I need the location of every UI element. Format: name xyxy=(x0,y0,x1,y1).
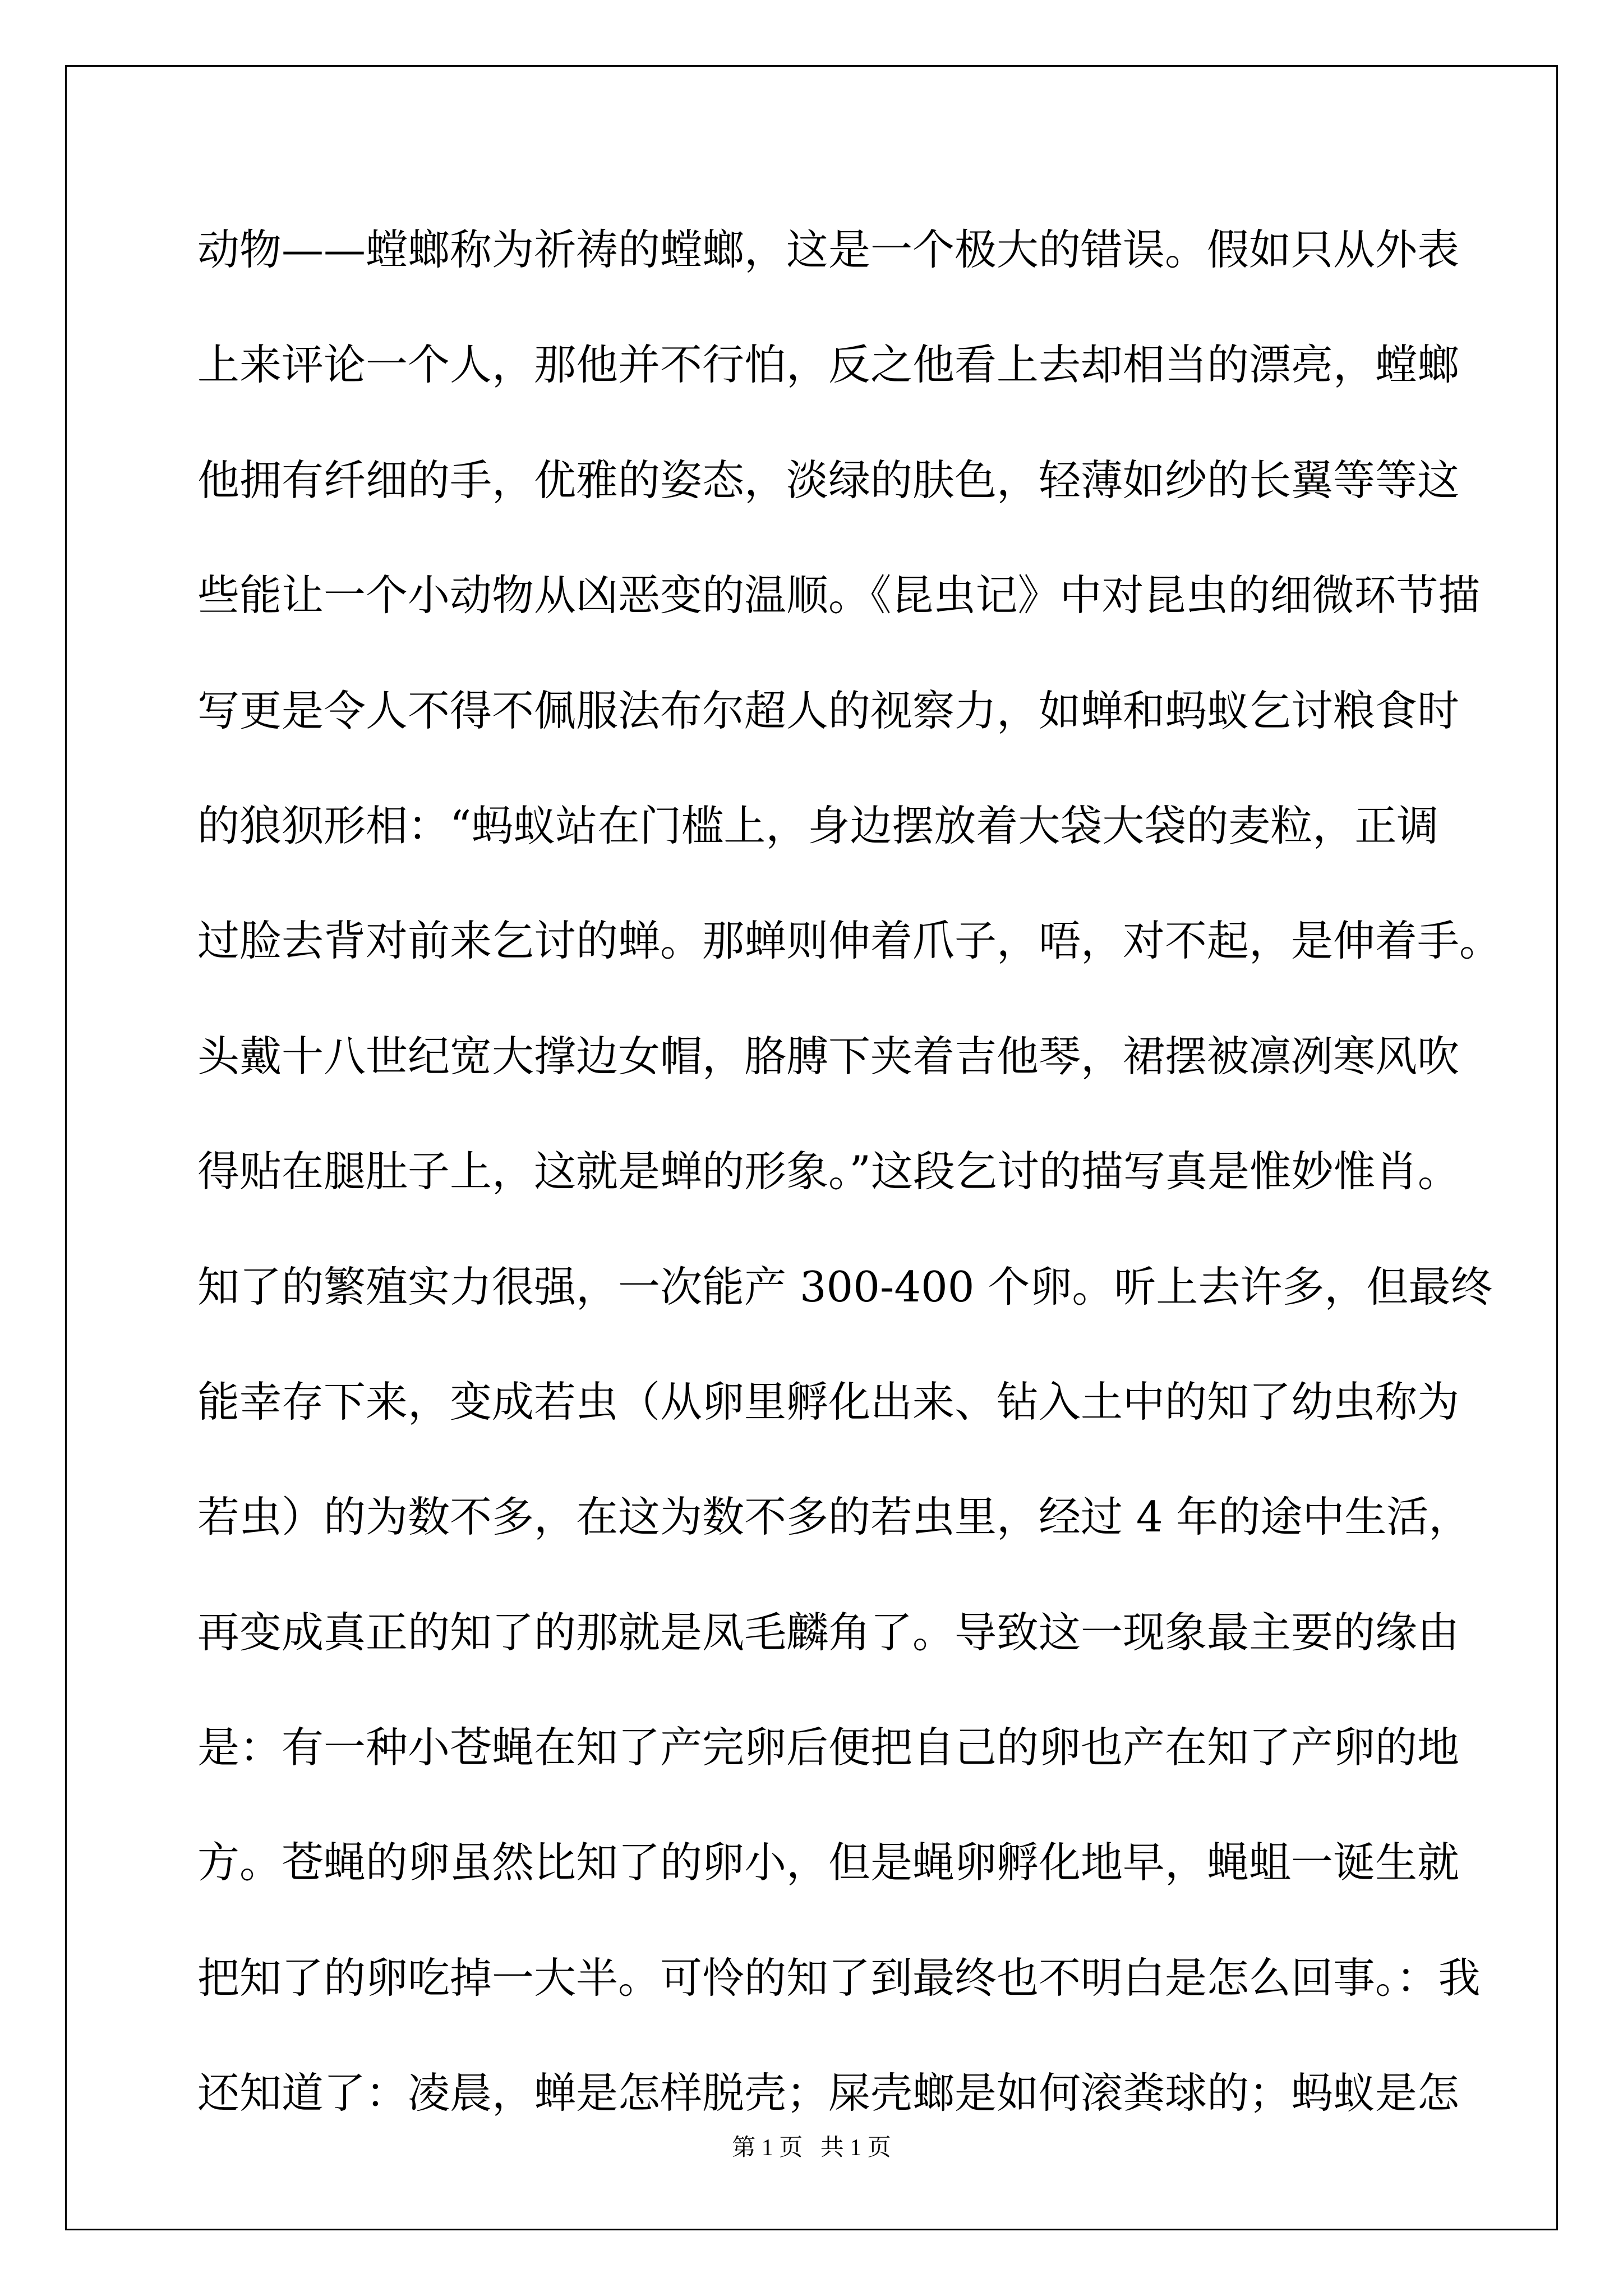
text-line: 是：有一种小苍蝇在知了产完卵后便把自己的卵也产在知了产卵的地 xyxy=(197,1723,1460,1773)
text-line: 得贴在腿肚子上，这就是蝉的形象。”这段乞讨的描写真是惟妙惟肖。 xyxy=(197,1147,1460,1197)
text-line: 把知了的卵吃掉一大半。可怜的知了到最终也不明白是怎么回事。：我 xyxy=(197,1953,1481,2003)
text-line: 能幸存下来，变成若虫（从卵里孵化出来、钻入土中的知了幼虫称为 xyxy=(197,1377,1460,1427)
text-line: 若虫）的为数不多，在这为数不多的若虫里，经过 4 年的途中生活， xyxy=(197,1492,1471,1542)
page-number-footer: 第 1 页 共 1 页 xyxy=(732,2135,891,2161)
text-line: 头戴十八世纪宽大撑边女帽，胳膊下夹着吉他琴，裙摆被凛冽寒风吹 xyxy=(197,1031,1460,1081)
text-line: 动物——螳螂称为祈祷的螳螂，这是一个极大的错误。假如只从外表 xyxy=(197,225,1460,274)
text-line: 的狼狈形相：“蚂蚁站在门槛上，身边摆放着大袋大袋的麦粒，正调 xyxy=(197,800,1439,850)
text-line: 还知道了：凌晨，蝉是怎样脱壳；屎壳螂是如何滚粪球的；蚂蚁是怎 xyxy=(197,2068,1460,2118)
text-line: 知了的繁殖实力很强，一次能产 300-400 个卵。听上去许多，但最终 xyxy=(197,1262,1493,1312)
text-line: 方。苍蝇的卵虽然比知了的卵小，但是蝇卵孵化地早，蝇蛆一诞生就 xyxy=(197,1838,1460,1888)
text-line: 过脸去背对前来乞讨的蝉。那蝉则伸着爪子，唔，对不起，是伸着手。 xyxy=(197,916,1502,966)
text-line: 再变成真正的知了的那就是凤毛麟角了。导致这一现象最主要的缘由 xyxy=(197,1607,1460,1657)
text-line: 写更是令人不得不佩服法布尔超人的视察力，如蝉和蚂蚁乞讨粮食时 xyxy=(197,685,1460,735)
text-line: 些能让一个小动物从凶恶变的温顺。《昆虫记》中对昆虫的细微环节描 xyxy=(197,570,1481,620)
text-line: 他拥有纤细的手，优雅的姿态，淡绿的肤色，轻薄如纱的长翼等等这 xyxy=(197,455,1460,505)
text-line: 上来评论一个人，那他并不行怕，反之他看上去却相当的漂亮，螳螂 xyxy=(197,340,1460,390)
document-body xyxy=(197,219,1502,2178)
